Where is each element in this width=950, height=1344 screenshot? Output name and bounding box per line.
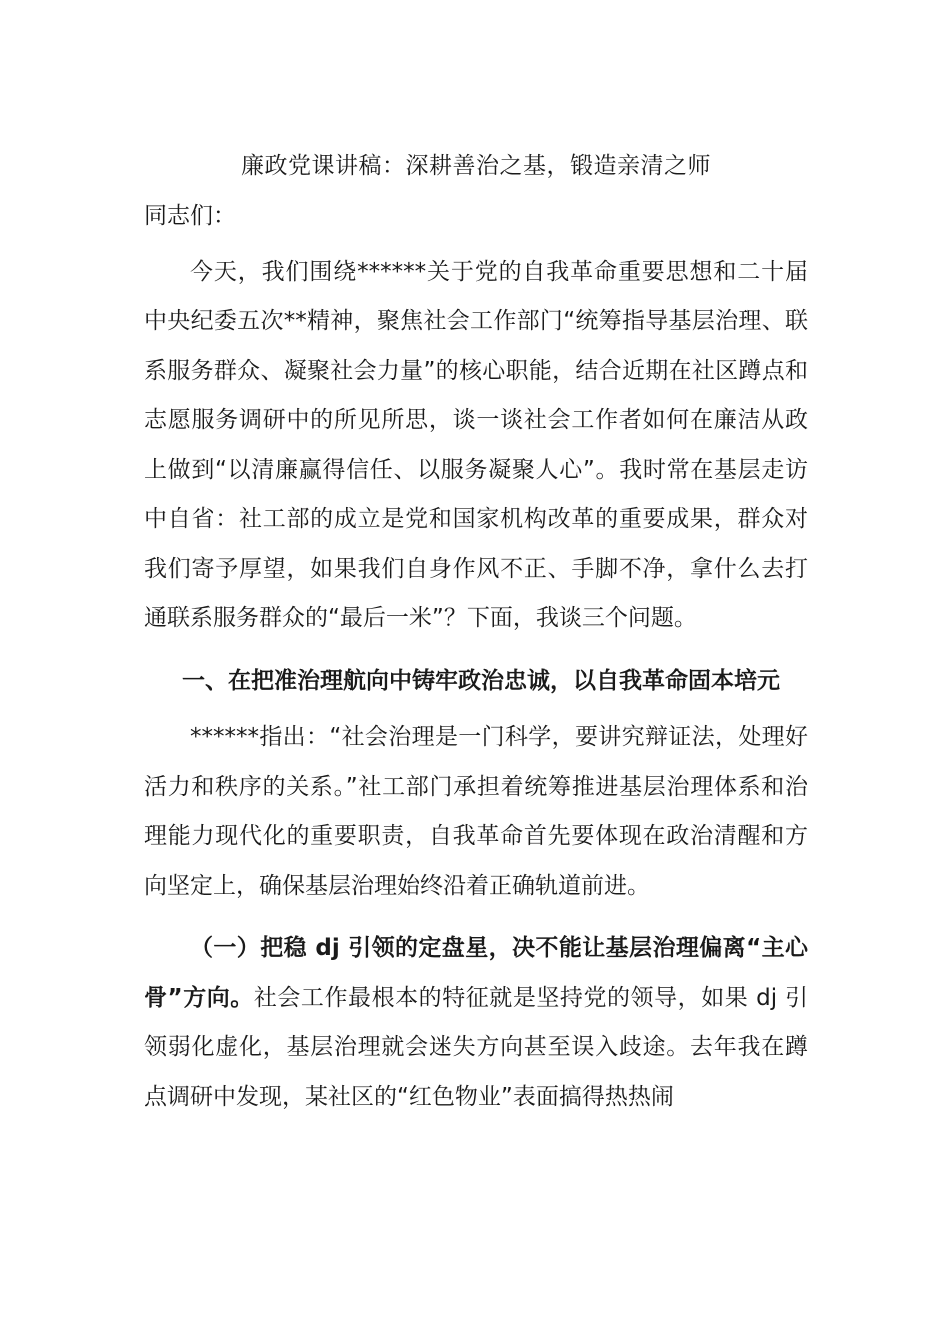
subsection-1-paragraph xyxy=(144,924,808,1122)
document-body xyxy=(144,142,808,1135)
intro-paragraph: 今天，我们围绕******关于党的自我革命重要思想和二十届中央纪委五次**精神，聚焦社会工作部门“统筹指导基层治理、联系服务群众、凝聚社会力量”的核心职能，结合近期在社区蹲点和志愿服务调研中的所见所思，谈一谈社会工作者如何在廉洁从政上做到“以清廉赢得信任、以服务凝聚人心”。我时常在基层走访中自省：社工部的成立是党和国家机构改革的重要成果，群众对我们寄予厚望，如果我们自身作风不正、手脚不净，拿什么去打通联系服务群众的“最后一米”？下面，我谈三个问题。 xyxy=(144,258,808,631)
document-title: 廉政党课讲稿：深耕善治之基，锻造亲清之师 xyxy=(241,153,711,179)
subsection-1-heading: （一）把稳 dj 引领的定盘星，决不能让基层治理偏离“主心骨”方向。 xyxy=(144,935,808,1011)
subsection-1-body: 社会工作最根本的特征就是坚持党的领导，如果 dj 引领弱化虚化，基层治理就会迷失方向甚至误入歧途。去年我在蹲点调研中发现，某社区的“红色物业”表面搞得热热闹 xyxy=(144,984,808,1110)
section-1-paragraph: ******指出：“社会治理是一门科学，要讲究辩证法，处理好活力和秩序的关系。”社工部门承担着统筹推进基层治理体系和治理能力现代化的重要职责，自我革命首先要体现在政治清醒和方向坚定上，确保基层治理始终沿着正确轨道前进。 xyxy=(144,724,808,899)
salutation: 同志们： xyxy=(144,203,236,229)
section-1-heading: 一、在把准治理航向中铸牢政治忠诚，以自我革命固本培元 xyxy=(182,667,780,694)
